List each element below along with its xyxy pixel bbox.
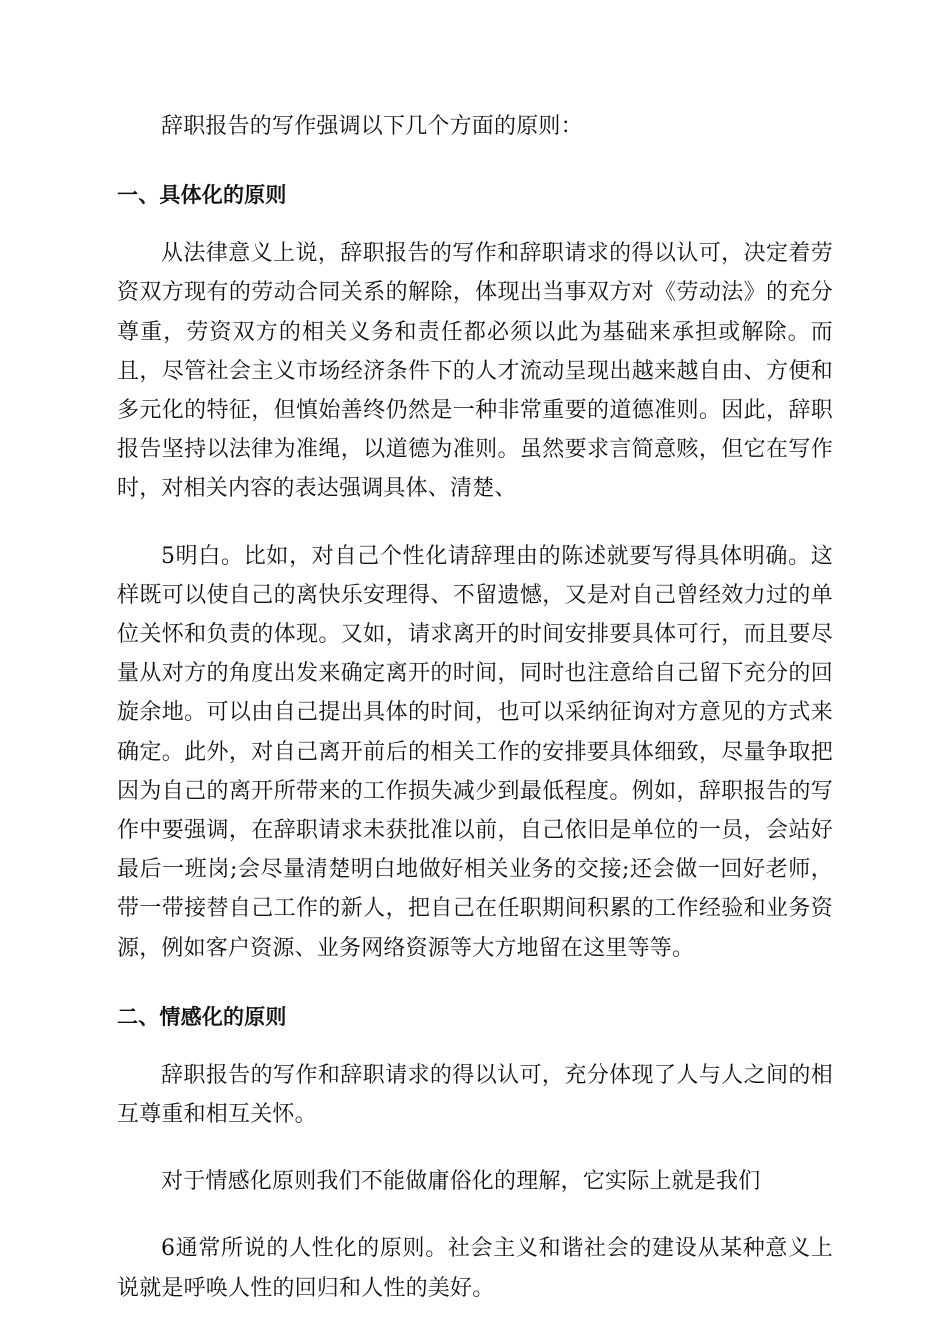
section1-paragraph-2: 5明白。比如，对自己个性化请辞理由的陈述就要写得具体明确。这样既可以使自己的离快乐安理得、不留遗憾，又是对自己曾经效力过的单位关怀和负责的体现。又如，请求离开的时间安排要具体可行，而且要尽量从对方的角度出发来确定离开的时间，同时也注意给自己留下充分的回旋余地。可以由自己提出具体的时间，也可以采纳征询对方意见的方式来确定。此外，对自己离开前后的相关工作的安排要具体细致，尽量争取把因为自己的离开所带来的工作损失减少到最低程度。例如，辞职报告的写作中要强调，在辞职请求未获批准以前，自己依旧是单位的一员，会站好最后一班岗;会尽量清楚明白地做好相关业务的交接;还会做一回好老师，带一带接替自己工作的新人，把自己在任职期间积累的工作经验和业务资源，例如客户资源、业务网络资源等大方地留在这里等等。 (117, 543, 833, 961)
document-body (117, 107, 833, 1308)
section2-paragraph-1: 辞职报告的写作和辞职请求的得以认可，充分体现了人与人之间的相互尊重和相互关怀。 (117, 1062, 833, 1128)
section1-paragraph-1: 从法律意义上说，辞职报告的写作和辞职请求的得以认可，决定着劳资双方现有的劳动合同关系的解除，体现出当事双方对《劳动法》的充分尊重，劳资双方的相关义务和责任都必须以此为基础来承担或解除。而且，尽管社会主义市场经济条件下的人才流动呈现出越来越自由、方便和多元化的特征，但慎始善终仍然是一种非常重要的道德准则。因此，辞职报告坚持以法律为准绳，以道德为准则。虽然要求言简意赅，但它在写作时，对相关内容的表达强调具体、清楚、 (117, 241, 833, 502)
section2-paragraph-2: 对于情感化原则我们不能做庸俗化的理解，它实际上就是我们 (161, 1169, 761, 1195)
section2-paragraph-3: 6通常所说的人性化的原则。社会主义和谐社会的建设从某种意义上说就是呼唤人性的回归和人性的美好。 (117, 1236, 833, 1301)
section-heading-specificity: 一、具体化的原则 (117, 183, 287, 208)
intro-paragraph: 辞职报告的写作强调以下几个方面的原则： (161, 114, 583, 139)
section-heading-emotion: 二、情感化的原则 (117, 1004, 287, 1029)
